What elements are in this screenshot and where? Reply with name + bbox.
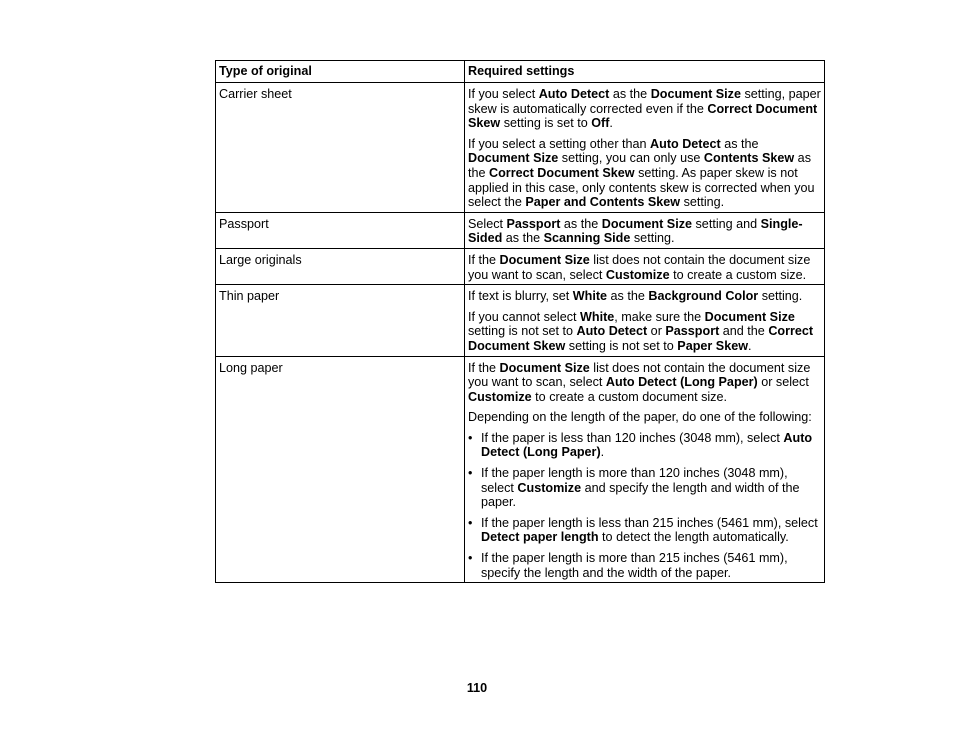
cell-settings-long-paper bbox=[465, 356, 825, 583]
text-run: Depending on the length of the paper, do one of the following: bbox=[468, 410, 812, 425]
cell-settings-thin-paper bbox=[465, 285, 825, 356]
setting-name: White bbox=[572, 289, 608, 304]
table-row bbox=[216, 356, 825, 583]
text-run: . bbox=[748, 338, 752, 353]
text-run: or select bbox=[757, 375, 809, 390]
text-run: list does not contain the document size you want to scan, select bbox=[468, 252, 811, 282]
table-row bbox=[216, 83, 825, 213]
setting-name: Auto Detect (Long Paper) bbox=[605, 375, 758, 390]
page-number: 110 bbox=[466, 681, 488, 695]
setting-name: Auto Detect bbox=[576, 324, 648, 339]
cell-settings-carrier-sheet bbox=[465, 83, 825, 213]
setting-name: Contents Skew bbox=[703, 151, 795, 166]
settings-paragraph bbox=[468, 137, 821, 210]
text-run: setting, paper skew is automatically corrected even if the bbox=[468, 87, 821, 116]
setting-name: Detect paper length bbox=[481, 530, 599, 545]
table-body bbox=[216, 83, 825, 583]
text-run: If you select a setting other than bbox=[468, 136, 651, 151]
setting-name: Document Size bbox=[601, 216, 693, 231]
cell-settings-large-originals bbox=[465, 248, 825, 284]
setting-name: Document Size bbox=[499, 252, 590, 267]
text-run: If the paper length is more than 120 inches (3048 mm), select bbox=[481, 466, 788, 495]
setting-name: Auto Detect bbox=[538, 87, 610, 101]
text-run: as the bbox=[502, 231, 544, 246]
setting-name: Single-Sided bbox=[468, 216, 803, 246]
text-run: If you select bbox=[468, 87, 539, 101]
text-run: . bbox=[600, 445, 605, 460]
cell-type-thin-paper: Thin paper bbox=[216, 285, 465, 356]
settings-paragraph bbox=[468, 361, 821, 405]
settings-table bbox=[215, 60, 825, 583]
cell-type-carrier-sheet: Carrier sheet bbox=[216, 83, 465, 213]
setting-name: Background Color bbox=[648, 289, 759, 304]
settings-paragraph bbox=[468, 253, 821, 282]
bullet-item bbox=[468, 516, 821, 545]
text-run: If the paper length is more than 215 inches (5461 mm), specify the length and the width of the paper. bbox=[481, 551, 788, 580]
setting-name: Customize bbox=[517, 480, 582, 495]
cell-type-large-originals: Large originals bbox=[216, 248, 465, 284]
text-run: to create a custom document size. bbox=[531, 389, 727, 404]
setting-name: White bbox=[580, 309, 615, 324]
table-row bbox=[216, 285, 825, 356]
setting-name: Correct Document Skew bbox=[489, 165, 635, 180]
text-run: If the paper is less than 120 inches (3048 mm), select bbox=[481, 430, 784, 445]
text-run: If the bbox=[468, 252, 500, 267]
cell-type-passport: Passport bbox=[216, 212, 465, 248]
setting-name: Auto Detect (Long Paper) bbox=[481, 430, 813, 460]
settings-paragraph bbox=[468, 310, 821, 354]
text-run: to detect the length automatically. bbox=[598, 530, 789, 545]
setting-name: Document Size bbox=[499, 360, 590, 375]
text-run: setting and bbox=[692, 216, 761, 231]
text-run: . bbox=[609, 116, 613, 131]
setting-name: Passport bbox=[506, 216, 561, 231]
setting-name: Document Size bbox=[704, 309, 795, 324]
setting-name: Passport bbox=[665, 324, 720, 339]
bullet-icon: • bbox=[468, 515, 473, 530]
settings-paragraph bbox=[468, 410, 821, 425]
setting-name: Auto Detect bbox=[650, 136, 721, 151]
settings-paragraph bbox=[468, 87, 821, 131]
settings-paragraph bbox=[468, 289, 821, 304]
text-run: list does not contain the document size you want to scan, select bbox=[468, 360, 811, 390]
column-header-settings: Required settings bbox=[465, 61, 825, 83]
text-run: setting is not set to bbox=[565, 338, 678, 353]
text-run: or bbox=[647, 324, 666, 339]
text-run: as the bbox=[607, 289, 649, 304]
text-run: If text is blurry, set bbox=[468, 289, 573, 304]
cell-settings-passport bbox=[465, 212, 825, 248]
table-header-row bbox=[216, 61, 825, 83]
text-run: as the bbox=[609, 87, 651, 101]
setting-name: Paper Skew bbox=[677, 338, 749, 353]
setting-name: Scanning Side bbox=[543, 231, 631, 246]
text-run: Select bbox=[468, 216, 507, 231]
bullet-item bbox=[468, 431, 821, 460]
setting-name: Off bbox=[591, 116, 610, 131]
setting-name: Document Size bbox=[468, 151, 559, 166]
table-row bbox=[216, 212, 825, 248]
bullet-icon: • bbox=[468, 430, 473, 445]
setting-name: Customize bbox=[468, 389, 532, 404]
text-run: setting. bbox=[758, 289, 803, 304]
bullet-item bbox=[468, 551, 821, 580]
text-run: setting. As paper skew is not applied in this case, only contents skew is corrected when you select the bbox=[468, 165, 815, 210]
text-run: as the bbox=[720, 136, 759, 151]
text-run: setting is not set to bbox=[468, 324, 577, 339]
text-run: If the bbox=[468, 360, 500, 375]
setting-name: Correct Document Skew bbox=[468, 324, 814, 353]
text-run: as the bbox=[468, 151, 811, 180]
setting-name: Customize bbox=[605, 267, 670, 282]
text-run: If you cannot select bbox=[468, 309, 581, 324]
cell-type-long-paper: Long paper bbox=[216, 356, 465, 583]
bullet-icon: • bbox=[468, 466, 473, 481]
text-run: setting. bbox=[630, 231, 675, 246]
text-run: to create a custom size. bbox=[669, 267, 807, 282]
text-run: If the paper length is less than 215 inches (5461 mm), select bbox=[481, 515, 818, 530]
bullet-icon: • bbox=[468, 551, 473, 566]
table-row bbox=[216, 248, 825, 284]
settings-paragraph bbox=[468, 217, 821, 246]
setting-name: Correct Document Skew bbox=[468, 101, 818, 131]
text-run: and specify the length and width of the paper. bbox=[481, 480, 800, 510]
text-run: setting, you can only use bbox=[558, 151, 704, 166]
bullet-list bbox=[468, 431, 821, 580]
text-run: , make sure the bbox=[614, 309, 705, 324]
bullet-item bbox=[468, 466, 821, 510]
text-run: and the bbox=[719, 324, 769, 339]
text-run: setting is set to bbox=[500, 116, 592, 131]
text-run: setting. bbox=[680, 195, 725, 210]
setting-name: Document Size bbox=[650, 87, 741, 101]
column-header-type: Type of original bbox=[216, 61, 465, 83]
text-run: as the bbox=[560, 216, 602, 231]
setting-name: Paper and Contents Skew bbox=[525, 195, 681, 210]
